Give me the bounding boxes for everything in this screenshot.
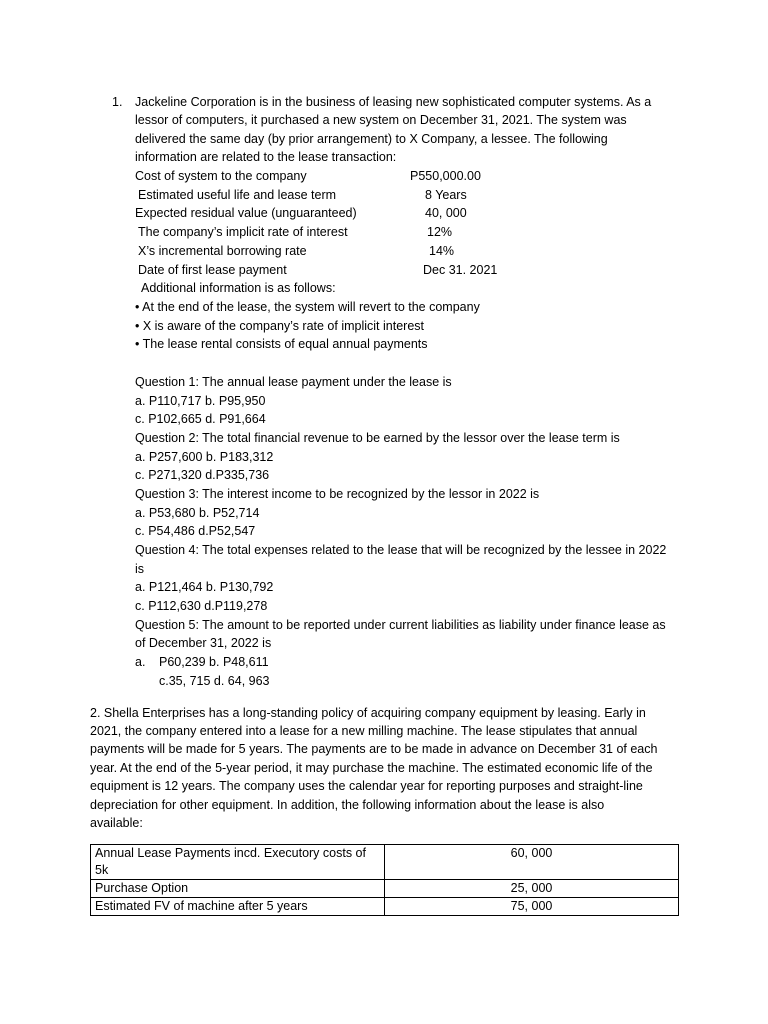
fact-value: 14% [429,244,455,258]
question-line: is [135,562,145,576]
fact-label: Estimated useful life and lease term [138,188,337,202]
fact-value: 8 Years [425,188,467,202]
answer-choices: c.35, 715 d. 64, 963 [159,674,270,688]
answer-choices: c. P271,320 d.P335,736 [135,468,270,482]
answer-choices: c. P112,630 d.P119,278 [135,599,268,613]
problem-2-paragraph-line: equipment is 12 years. The company uses the calendar year for reporting purposes and straight-line [90,779,643,793]
fact-value: Dec 31. 2021 [423,263,498,277]
problem-1-intro-line: information are related to the lease transaction: [135,150,397,164]
fact-label: X’s incremental borrowing rate [138,244,307,258]
problem-2-paragraph-line: depreciation for other equipment. In addition, the following information about the lease is also [90,798,605,812]
table-row [91,880,679,898]
table-cell-value: 25, 000 [385,880,679,898]
fact-value: 40, 000 [425,206,467,220]
fact-label: Expected residual value (unguaranteed) [135,206,357,220]
choice-text: P60,239 b. P48,611 [159,655,269,669]
fact-label: The company’s implicit rate of interest [138,225,348,239]
label-line: Annual Lease Payments incd. Executory costs of [95,846,366,860]
question-line: of December 31, 2022 is [135,636,272,650]
table-cell-value: 75, 000 [385,898,679,916]
problem-1-intro-line: Jackeline Corporation is in the business of leasing new sophisticated computer systems. As a [135,95,652,109]
answer-choices: a. P257,600 b. P183,312 [135,450,274,464]
fact-label: Date of first lease payment [138,263,287,277]
label-line: 5k [95,863,109,877]
problem-2-paragraph-line: 2021, the company entered into a lease for a new milling machine. The lease stipulates that annual [90,724,638,738]
question-line: Question 1: The annual lease payment under the lease is [135,375,452,389]
question-line: Question 2: The total financial revenue to be earned by the lessor over the lease term is [135,431,620,445]
problem-2-paragraph-line: payments will be made for 5 years. The payments are to be made in advance on December 31 of each [90,742,658,756]
answer-choices: a. P53,680 b. P52,714 [135,506,260,520]
table-row [91,845,679,880]
problem-1-intro-line: delivered the same day (by prior arrangement) to X Company, a lessee. The following [135,132,608,146]
bullet-item: • X is aware of the company’s rate of implicit interest [135,319,424,333]
table-cell-label: Purchase Option [91,880,385,898]
fact-value: P550,000.00 [410,169,481,183]
answer-choices: a. P110,717 b. P95,950 [135,394,266,408]
fact-label: Cost of system to the company [135,169,307,183]
bullet-item: • At the end of the lease, the system will revert to the company [135,300,480,314]
fact-value: 12% [427,225,453,239]
answer-choices: c. P102,665 d. P91,664 [135,412,266,426]
table-cell-label [91,845,385,880]
table-cell-value: 60, 000 [385,845,679,880]
table-row [91,898,679,916]
answer-choices: a. P121,464 b. P130,792 [135,580,274,594]
bullet-item: • The lease rental consists of equal annual payments [135,337,428,351]
question-line: Question 3: The interest income to be recognized by the lessor in 2022 is [135,487,540,501]
lease-info-table [90,844,679,916]
additional-info-heading: Additional information is as follows: [141,281,336,295]
question-line: Question 5: The amount to be reported under current liabilities as liability under finance lease as [135,618,666,632]
problem-2-paragraph-line: available: [90,816,143,830]
answer-choices: c. P54,486 d.P52,547 [135,524,256,538]
problem-1-intro-line: lessor of computers, it purchased a new system on December 31, 2021. The system was [135,113,627,127]
table-cell-label: Estimated FV of machine after 5 years [91,898,385,916]
choice-letter: a. [135,655,146,669]
problem-2-paragraph-line: year. At the end of the 5-year period, it may purchase the machine. The estimated economic life of the [90,761,653,775]
question-line: Question 4: The total expenses related to the lease that will be recognized by the lessee in 2022 [135,543,667,557]
problem-1-number: 1. [112,95,123,109]
problem-2-paragraph-line: 2. Shella Enterprises has a long-standing policy of acquiring company equipment by leasing. Early in [90,706,646,720]
